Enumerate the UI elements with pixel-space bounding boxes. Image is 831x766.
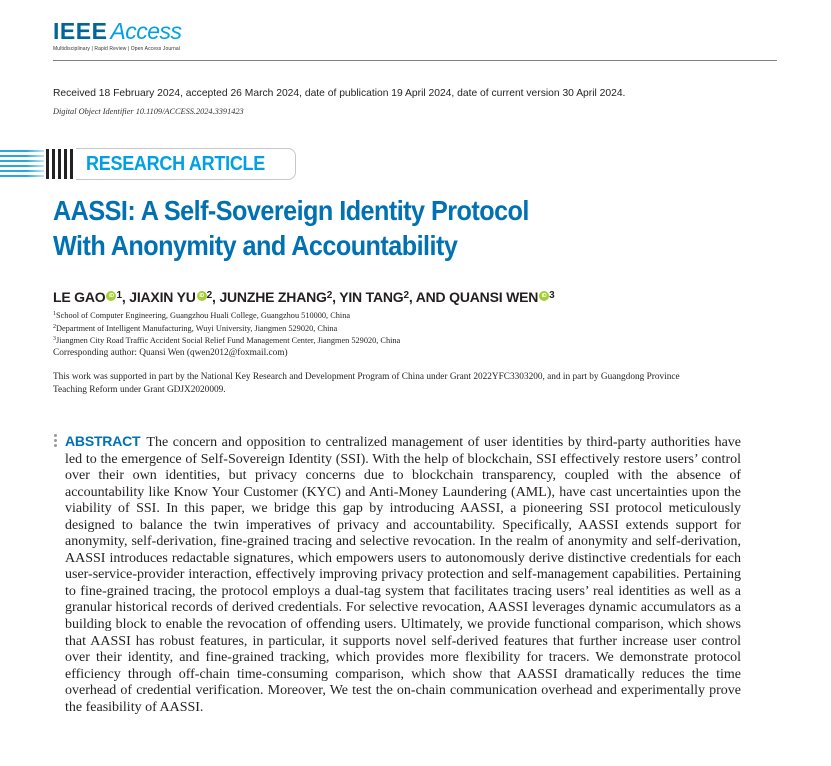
- author-name: LE GAO: [53, 289, 106, 305]
- affiliation-list: [53, 309, 400, 347]
- doi-line: Digital Object Identifier 10.1109/ACCESS.2024.3391423: [53, 107, 244, 116]
- affiliation: [53, 309, 400, 322]
- affiliation-number: 1: [53, 311, 56, 317]
- logo-ieee-text: IEEE: [53, 18, 108, 44]
- orcid-icon[interactable]: iD: [539, 291, 549, 301]
- author-name: JIAXIN YU: [129, 289, 196, 305]
- author-affiliation-marker: 2: [403, 290, 409, 301]
- abstract-heading: ABSTRACT: [65, 433, 141, 449]
- author: [219, 289, 339, 305]
- article-type-label: RESEARCH ARTICLE: [86, 152, 266, 175]
- affiliation-text: School of Computer Engineering, Guangzhou Huali College, Guangzhou 510000, China: [56, 311, 351, 320]
- author: [129, 289, 219, 305]
- journal-logo-wordmark: [53, 20, 182, 43]
- affiliation: [53, 334, 400, 347]
- journal-logo: [53, 20, 182, 52]
- affiliation-text: Department of Intelligent Manufacturing, Wuyi University, Jiangmen 529020, China: [56, 323, 338, 333]
- author-name: JUNZHE ZHANG: [219, 289, 327, 305]
- abstract: [65, 433, 741, 716]
- affiliation-text: Jiangmen City Road Traffic Accident Social Relief Fund Management Center, Jiangmen 529020, China: [56, 336, 401, 345]
- paper-title-line-1: AASSI: A Self-Sovereign Identity Protocol: [53, 195, 529, 226]
- publication-history: Received 18 February 2024, accepted 26 March 2024, date of publication 19 April 2024, date of current version 30 April 2024.: [53, 88, 626, 99]
- banner-stripes-icon: [0, 146, 76, 182]
- abstract-text: The concern and opposition to centralized management of user identities by third-party authorities have led to the emergence of Self-Sovereign Identity (SSI). With the help of blockchain, SSI effectively restore users’ control over their own identities, but privacy concerns due to blockchain transparency, coupled with the absence of accountability like Know Your Customer (KYC) and Anti-Money Laundering (AML), have cast uncertainties upon the viability of SSI. In this paper, we bridge this gap by introducing AASSI, a pioneering SSI protocol meticulously designed to balance the twin imperatives of privacy and accountability. Specifically, AASSI extends support for anonymity, self-derivation, fine-grained tracing and selective revocation. In the realm of anonymity and self-derivation, AASSI introduces redactable signatures, which empowers users to autonomously derive distinctive credentials for each user-service-provider interaction, effectively improving privacy protection and self-management capabilities. Pertaining to fine-grained tracing, the protocol employs a dual-tag system that facilitates tracing users’ real identities as well as a granular historical records of derived credentials. For selective revocation, AASSI leverages dynamic accumulators as a building block to enable the revocation of offending users. Ultimately, we provide functional comparison, which shows that AASSI has robust features, in particular, it supports novel self-derived features that further increase user control over their identity, and fine-grained tracking, which provides more flexibility for tracers. We demonstrate protocol efficiency through off-chain time-consuming comparison, which show that AASSI dramatically reduces the time overhead of credential verification. Moreover, We test the on-chain communication overhead and experimentally prove the feasibility of AASSI.: [65, 435, 741, 715]
- author-affiliation-marker: 1: [116, 290, 122, 301]
- affiliation-number: 2: [53, 323, 56, 330]
- orcid-icon[interactable]: iD: [106, 291, 116, 301]
- article-type-banner: [0, 146, 296, 182]
- article-type-box: [76, 148, 296, 180]
- abstract-marker-icon: [54, 434, 59, 449]
- author-name: YIN TANG: [339, 289, 404, 305]
- author-affiliation-marker: 3: [549, 290, 555, 301]
- author-list: [53, 289, 555, 305]
- author: [449, 289, 554, 305]
- affiliation-number: 3: [53, 336, 56, 342]
- header-divider: [53, 60, 777, 61]
- author-separator: ,: [121, 289, 130, 305]
- funding-statement: This work was supported in part by the National Key Research and Development Program of China under Grant 2022YFC3303200, and in part by Guangdong Province Teaching Reform under Grant GDJX2020009.: [53, 372, 680, 395]
- author: [53, 289, 129, 305]
- logo-access-text: Access: [110, 18, 182, 44]
- paper-title: [53, 193, 582, 263]
- author-affiliation-marker: 2: [206, 290, 213, 301]
- author-name: QUANSI WEN: [449, 289, 539, 305]
- author-affiliation-marker: 2: [326, 290, 333, 301]
- logo-tagline: Multidisciplinary | Rapid Review | Open Access Journal: [53, 46, 180, 52]
- author-separator: ,: [212, 289, 220, 305]
- corresponding-author: Corresponding author: Quansi Wen (qwen2012@foxmail.com): [53, 348, 288, 358]
- author-separator: ,: [332, 289, 340, 305]
- author-separator: , AND: [408, 289, 450, 305]
- affiliation: [53, 322, 400, 335]
- orcid-icon[interactable]: iD: [197, 291, 207, 301]
- paper-title-line-2: With Anonymity and Accountability: [53, 230, 458, 261]
- author: [339, 289, 449, 305]
